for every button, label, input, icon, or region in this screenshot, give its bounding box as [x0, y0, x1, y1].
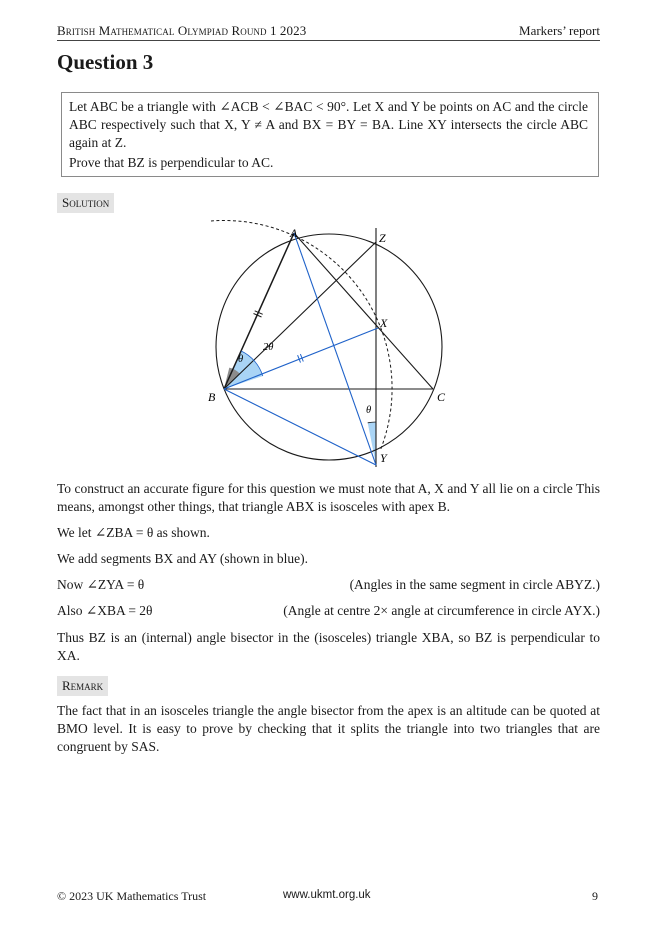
step-now-reason: (Angles in the same segment in circle ABYZ.) — [349, 577, 600, 592]
footer-website: www.ukmt.org.uk — [283, 889, 371, 901]
label-theta-y: θ — [366, 405, 372, 416]
segment-BZ — [224, 242, 376, 389]
paragraph-conclusion: Thus BZ is an (internal) angle bisector in the (isosceles) triangle XBA, so BZ is perpendicular to XA. — [57, 630, 600, 663]
solution-label: Solution — [57, 193, 114, 213]
step-now-statement: Now ∠ZYA = θ — [57, 577, 145, 592]
label-X: X — [380, 316, 388, 330]
question-statement: Let ABC be a triangle with ∠ACB < ∠BAC < 90°. Let X and Y be points on AC and the circle ABC respectively such that X, Y ≠ A and BX = BY = BA. Line XY intersects the circle ABC again at Z. — [69, 99, 588, 150]
paragraph-add-segments: We add segments BX and AY (shown in blue). — [57, 551, 309, 566]
header-report: Markers’ report — [519, 23, 600, 38]
label-A: A — [290, 226, 298, 240]
question-prove: Prove that BZ is perpendicular to AC. — [69, 155, 274, 170]
step-also-reason: (Angle at centre 2× angle at circumference in circle AYX.) — [283, 603, 600, 618]
label-theta-b: θ — [238, 354, 244, 365]
step-also-statement: Also ∠XBA = 2θ — [57, 603, 153, 618]
page-number: 9 — [592, 889, 598, 903]
label-Z: Z — [379, 231, 386, 245]
remark-label: Remark — [57, 676, 108, 696]
step-now — [57, 576, 600, 594]
label-B: B — [208, 390, 216, 404]
paragraph-let-theta: We let ∠ZBA = θ as shown. — [57, 525, 210, 540]
label-C: C — [437, 390, 446, 404]
label-Y: Y — [380, 451, 387, 465]
remark-text: The fact that in an isosceles triangle the angle bisector from the apex is an altitude can be quoted at BMO level. It is easy to prove by checking that it splits the triangle into two triangles that are congruent by SAS. — [57, 703, 600, 754]
header-title: British Mathematical Olympiad Round 1 2023 — [57, 23, 307, 38]
question-title: Question 3 — [57, 50, 154, 74]
paragraph-construction: To construct an accurate figure for this question we must note that A, X and Y all lie on a circle This means, amongst other things, that triangle ABX is isosceles with apex B. — [57, 481, 600, 514]
label-2theta: 2θ — [263, 342, 274, 353]
segment-AC — [294, 233, 433, 389]
step-also — [57, 602, 600, 620]
footer-copyright: © 2023 UK Mathematics Trust — [57, 889, 207, 903]
